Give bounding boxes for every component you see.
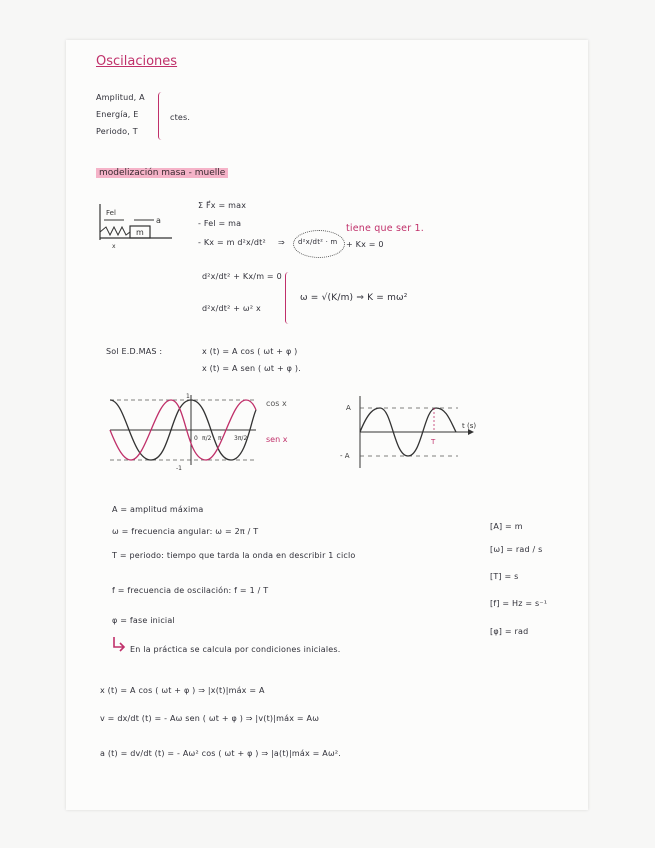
time-axis-label: t (s) xyxy=(462,422,477,430)
sen-label: sen x xyxy=(266,435,288,444)
constant-energy: Energía, E xyxy=(96,110,139,119)
def-amplitude: A = amplitud máxima xyxy=(112,505,204,514)
def-period: T = periodo: tiempo que tarda la onda en describir 1 ciclo xyxy=(112,551,356,560)
unit-frequency: [f] = Hz = s⁻¹ xyxy=(490,599,548,608)
eq-kx: - Kx = m d²x/dt² xyxy=(198,238,266,247)
tick-pi: π xyxy=(218,435,222,442)
period-label: T xyxy=(431,438,436,446)
unit-period: [T] = s xyxy=(490,572,519,581)
constants-label: ctes. xyxy=(170,113,191,122)
neg-amp-label: - A xyxy=(340,452,350,460)
amp-label: A xyxy=(346,404,351,412)
eq-omega: ω = √(K/m) ⇒ K = mω² xyxy=(300,293,408,303)
diagram-a-label: a xyxy=(156,216,161,225)
tick-minus-one: -1 xyxy=(176,465,182,470)
tick-pi-half: π/2 xyxy=(202,435,212,442)
tick-one: 1 xyxy=(186,393,190,400)
constants-brace xyxy=(158,92,165,140)
eq-circled: d²x/dt² · m xyxy=(298,238,338,246)
diagram-fel-label: Fel xyxy=(106,209,116,217)
def-frequency: f = frecuencia de oscilación: f = 1 / T xyxy=(112,586,269,595)
eq-plus-kx: + Kx = 0 xyxy=(346,240,384,249)
def-phase: φ = fase inicial xyxy=(112,616,175,625)
cos-label: cos x xyxy=(266,399,287,408)
solution-label: Sol E.D.MAS : xyxy=(106,347,163,356)
trig-functions-graph xyxy=(106,390,316,470)
mass-spring-diagram xyxy=(96,200,176,250)
diagram-m-label: m xyxy=(136,228,144,237)
annotation-note: tiene que ser 1. xyxy=(346,223,424,234)
derivative-velocity: v = dx/dt (t) = - Aω sen ( ωt + φ ) ⇒ |v(t)|máx = Aω xyxy=(100,714,320,723)
solution-sen: x (t) = A sen ( ωt + φ ). xyxy=(202,364,301,373)
derivative-position: x (t) = A cos ( ωt + φ ) ⇒ |x(t)|máx = A xyxy=(100,686,265,695)
eq-ode-2: d²x/dt² + ω² x xyxy=(202,304,261,313)
page-title: Oscilaciones xyxy=(96,54,178,69)
eq-ode-1: d²x/dt² + Kx/m = 0 xyxy=(202,272,282,281)
tick-3pi-half: 3π/2 xyxy=(234,435,248,442)
equations-brace xyxy=(285,272,292,324)
oscillation-graph xyxy=(338,392,488,472)
unit-amplitude: [A] = m xyxy=(490,522,523,531)
def-angular-frequency: ω = frecuencia angular: ω = 2π / T xyxy=(112,527,259,536)
eq-sum-forces: Σ F⃗x = max xyxy=(198,201,247,210)
practice-note: En la práctica se calcula por condiciones iniciales. xyxy=(130,645,341,654)
derivative-acceleration: a (t) = dv/dt (t) = - Aω² cos ( ωt + φ ) ⇒ |a(t)|máx = Aω². xyxy=(100,749,342,758)
unit-phase: [φ] = rad xyxy=(490,627,529,636)
section-title: modelización masa - muelle xyxy=(96,168,228,178)
pink-arrow-icon xyxy=(112,636,126,652)
diagram-x-label: x xyxy=(112,243,116,250)
unit-angular-frequency: [ω] = rad / s xyxy=(490,545,543,554)
tick-zero: 0 xyxy=(194,435,198,442)
constant-amplitude: Amplitud, A xyxy=(96,93,145,102)
constant-period: Periodo, T xyxy=(96,127,138,136)
solution-cos: x (t) = A cos ( ωt + φ ) xyxy=(202,347,298,356)
eq-implies: ⇒ xyxy=(278,238,285,247)
eq-fel: - Fel = ma xyxy=(198,219,242,228)
